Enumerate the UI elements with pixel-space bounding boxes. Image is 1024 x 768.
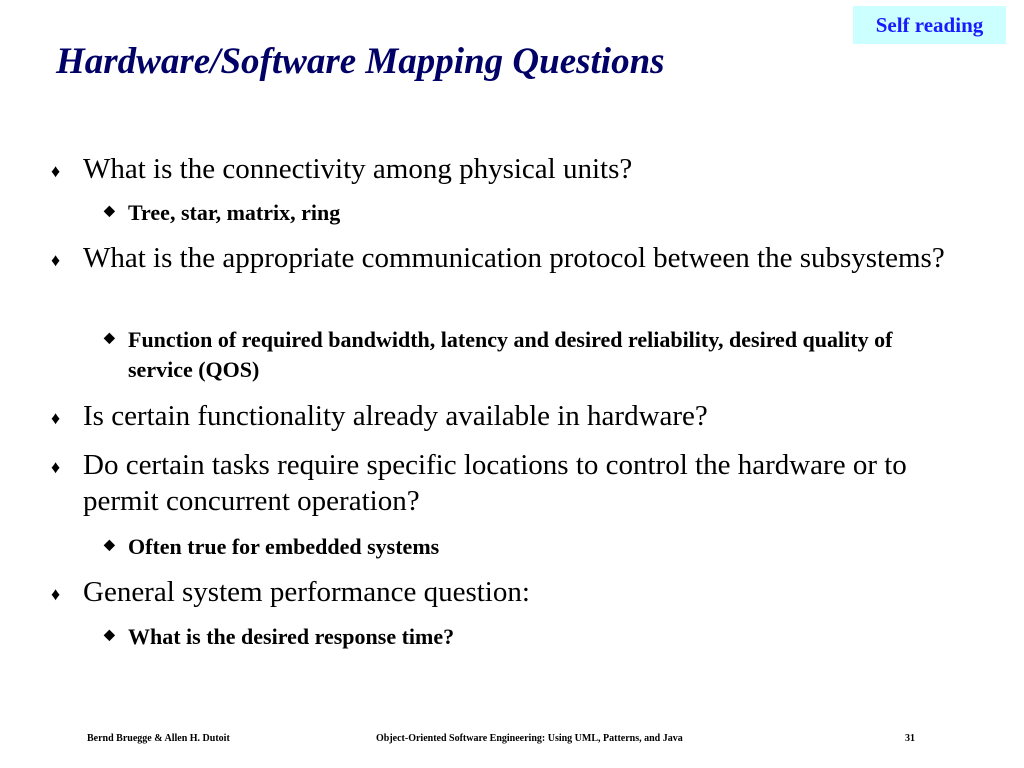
diamond-bullet-icon: ♦ xyxy=(51,250,61,270)
small-diamond-bullet-icon: ◆ xyxy=(104,331,115,346)
bullet-item xyxy=(51,574,963,610)
diamond-bullet-icon: ♦ xyxy=(51,584,61,604)
footer-authors: Bernd Bruegge & Allen H. Dutoit xyxy=(87,733,230,744)
sub-bullet-item xyxy=(104,325,948,385)
self-reading-badge: Self reading xyxy=(853,6,1006,44)
diamond-bullet-icon: ♦ xyxy=(51,161,61,181)
bullet-item xyxy=(51,398,963,434)
small-diamond-bullet-icon: ◆ xyxy=(104,628,115,643)
small-diamond-bullet-icon: ◆ xyxy=(104,204,115,219)
sub-bullet-item xyxy=(104,532,948,562)
bullet-text: What is the connectivity among physical units? xyxy=(83,153,633,185)
sub-bullet-text: Function of required bandwidth, latency and desired reliability, desired quality of service (QOS) xyxy=(128,327,893,382)
bullet-text: Is certain functionality already available in hardware? xyxy=(83,400,708,432)
diamond-bullet-icon: ♦ xyxy=(51,457,61,477)
sub-bullet-text: What is the desired response time? xyxy=(128,624,455,649)
bullet-item xyxy=(51,151,963,187)
bullet-item xyxy=(51,447,963,519)
sub-bullet-item xyxy=(104,198,948,228)
bullet-text: What is the appropriate communication protocol between the subsystems? xyxy=(83,242,945,274)
sub-bullet-item xyxy=(104,622,948,652)
small-diamond-bullet-icon: ◆ xyxy=(104,538,115,553)
sub-bullet-text: Often true for embedded systems xyxy=(128,534,440,559)
bullet-item xyxy=(51,240,963,276)
bullet-text: General system performance question: xyxy=(83,576,530,608)
diamond-bullet-icon: ♦ xyxy=(51,408,61,428)
footer-book-title: Object-Oriented Software Engineering: Using UML, Patterns, and Java xyxy=(376,733,683,744)
footer-page-number: 31 xyxy=(905,733,915,744)
bullet-text: Do certain tasks require specific locations to control the hardware or to permit concurrent operation? xyxy=(83,449,907,517)
sub-bullet-text: Tree, star, matrix, ring xyxy=(128,200,341,225)
slide-title: Hardware/Software Mapping Questions xyxy=(56,41,665,82)
